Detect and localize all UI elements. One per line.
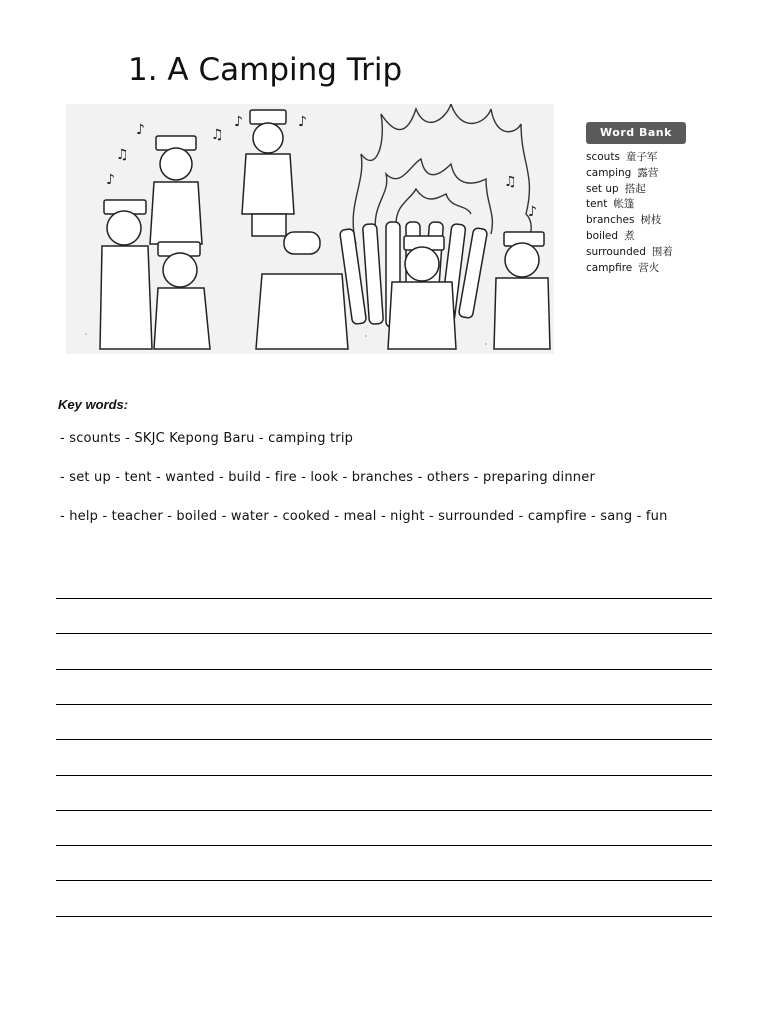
scouts-campfire-illustration — [66, 104, 554, 354]
list-item: branches 树枝 — [586, 214, 662, 227]
writing-line — [56, 633, 712, 634]
key-words-label: Key words: — [58, 397, 129, 412]
svg-text:♪: ♪ — [528, 204, 537, 220]
writing-line — [56, 880, 712, 881]
writing-line — [56, 598, 712, 599]
page-title: 1. A Camping Trip — [128, 52, 403, 88]
list-item: scouts 童子军 — [586, 151, 658, 163]
word-bank-heading: Word Bank — [586, 122, 686, 144]
svg-text:♪: ♪ — [106, 172, 115, 188]
writing-line — [56, 775, 712, 776]
key-words-line-1: - scounts - SKJC Kepong Baru - camping trip — [60, 431, 354, 446]
svg-text:♪: ♪ — [234, 114, 243, 130]
svg-text:♫: ♫ — [116, 147, 129, 163]
list-item: boiled 煮 — [586, 229, 635, 242]
word-bank-list — [586, 150, 673, 276]
writing-line — [56, 704, 712, 705]
writing-line — [56, 739, 712, 740]
list-item: set up 搭起 — [586, 182, 646, 195]
writing-line — [56, 845, 712, 846]
writing-line — [56, 669, 712, 670]
list-item: camping 露营 — [586, 166, 659, 179]
list-item: tent 帐篷 — [586, 198, 635, 211]
key-words-line-3: - help - teacher - boiled - water - cooked - meal - night - surrounded - campfire - sang - fun — [60, 509, 668, 524]
word-bank — [582, 116, 712, 306]
writing-line — [56, 916, 712, 917]
svg-text:♫: ♫ — [211, 127, 224, 143]
svg-text:♪: ♪ — [298, 114, 307, 130]
writing-line — [56, 810, 712, 811]
svg-text:♪: ♪ — [136, 122, 145, 138]
list-item: surrounded 围着 — [586, 245, 673, 258]
list-item: campfire 营火 — [586, 261, 660, 274]
key-words-line-2: - set up - tent - wanted - build - fire - look - branches - others - preparing dinner — [60, 470, 595, 485]
svg-text:♫: ♫ — [504, 174, 517, 190]
